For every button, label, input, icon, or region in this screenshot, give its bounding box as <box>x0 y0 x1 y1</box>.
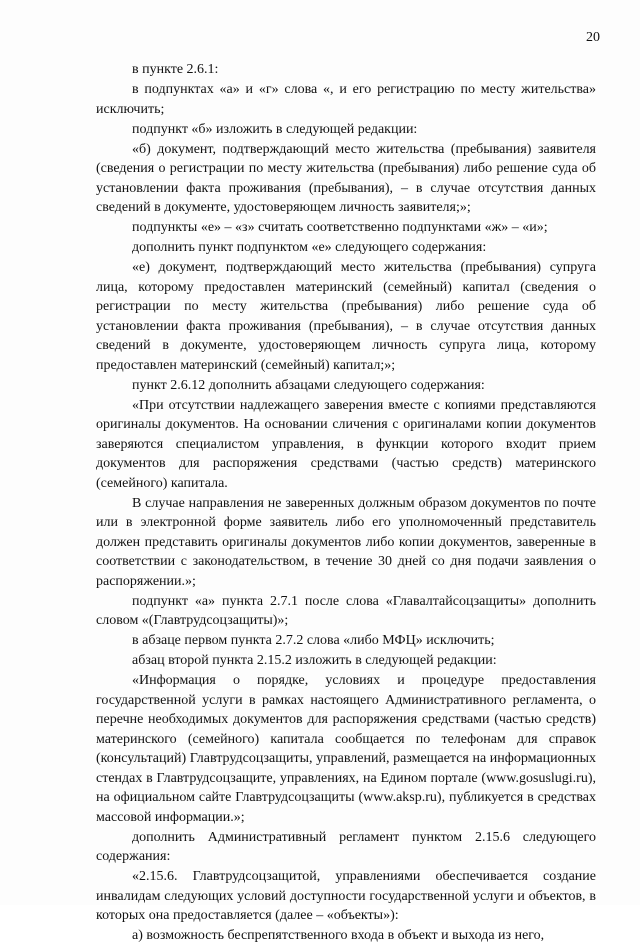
paragraph-4: «б) документ, подтверждающий место жительства (пребывания) заявителя (сведения о регистрации по месту жительства (пребывания) либо решение суда об установлении факта проживания (пребывания), – в случае отсутствия данных сведений в документе, удостоверяющем личность заявителя;»; <box>96 141 596 215</box>
paragraph-6: дополнить пункт подпунктом «е» следующего содержания: <box>132 240 487 255</box>
paragraph-12: в абзаце первом пункта 2.7.2 слова «либо МФЦ» исключить; <box>132 633 495 648</box>
paragraph-7: «е) документ, подтверждающий место жительства (пребывания) супруга лица, которому предоставлен материнский (семейный) капитал (сведения о регистрации по месту жительства (пребывания) либо решение суда об установлении факта проживания (пребывания), – в случае отсутствия данных сведений в документе, удостоверяющем личность супруга лица, которому предоставлен материнский (семейный) капитал;»; <box>96 260 596 373</box>
paragraph-9: «При отсутствии надлежащего заверения вместе с копиями представляются оригиналы документов. На основании сличения с оригиналами копии документов заверяются специалистом управления, в функции которого входит прием документов для распоряжения средствами (частью средств) материнского (семейного) капитала. <box>96 397 596 491</box>
paragraph-3: подпункт «б» изложить в следующей редакции: <box>132 121 418 137</box>
paragraph-5: подпункты «е» – «з» считать соответственно подпунктами «ж» – «и»; <box>132 220 548 235</box>
paragraph-1: в пункте 2.6.1: <box>132 62 219 77</box>
paragraph-15: дополнить Административный регламент пунктом 2.15.6 следующего содержания: <box>96 829 596 864</box>
document-body <box>96 60 596 946</box>
page-number: 20 <box>586 30 600 45</box>
paragraph-16: «2.15.6. Главтрудсоцзащитой, управлениями обеспечивается создание инвалидам следующих условий доступности государственной услуги и объектов, в которых она предоставляется (далее – «объекты»): <box>96 869 596 923</box>
paragraph-13: абзац второй пункта 2.15.2 изложить в следующей редакции: <box>132 653 497 668</box>
paragraph-14: «Информация о порядке, условиях и процедуре предоставления государственной услуги в рамках настоящего Административного регламента, о перечне необходимых документов для распоряжения средствами (частью средств) материнского (семейного) капитала сообщается по телефонам для справок (консультаций) Главтрудсоцзащиты, управлений, размещается на информационных стендах в Главтрудсоцзащите, управлениях, на Едином портале (www.gosuslugi.ru), на официальном сайте Главтрудсоцзащиты (www.aksp.ru), публикуется в средствах массовой информации.»; <box>96 673 596 825</box>
paragraph-8: пункт 2.6.12 дополнить абзацами следующего содержания: <box>132 377 485 393</box>
paragraph-2: в подпунктах «а» и «г» слова «, и его регистрацию по месту жительства» исключить; <box>96 82 596 117</box>
paragraph-10: В случае направления не заверенных должным образом документов по почте или в электронной форме заявитель либо его уполномоченный представитель должен представить оригиналы документов либо копии документов, заверенные в соответствии с законодательством, в течение 30 дней со дня подачи заявления о распоряжении.»; <box>96 495 596 589</box>
paragraph-11: подпункт «а» пункта 2.7.1 после слова «Главалтайсоцзащиты» дополнить словом «(Главтрудсоцзащиты)»; <box>96 593 596 628</box>
paragraph-17: а) возможность беспрепятственного входа в объект и выхода из него, <box>132 928 545 943</box>
